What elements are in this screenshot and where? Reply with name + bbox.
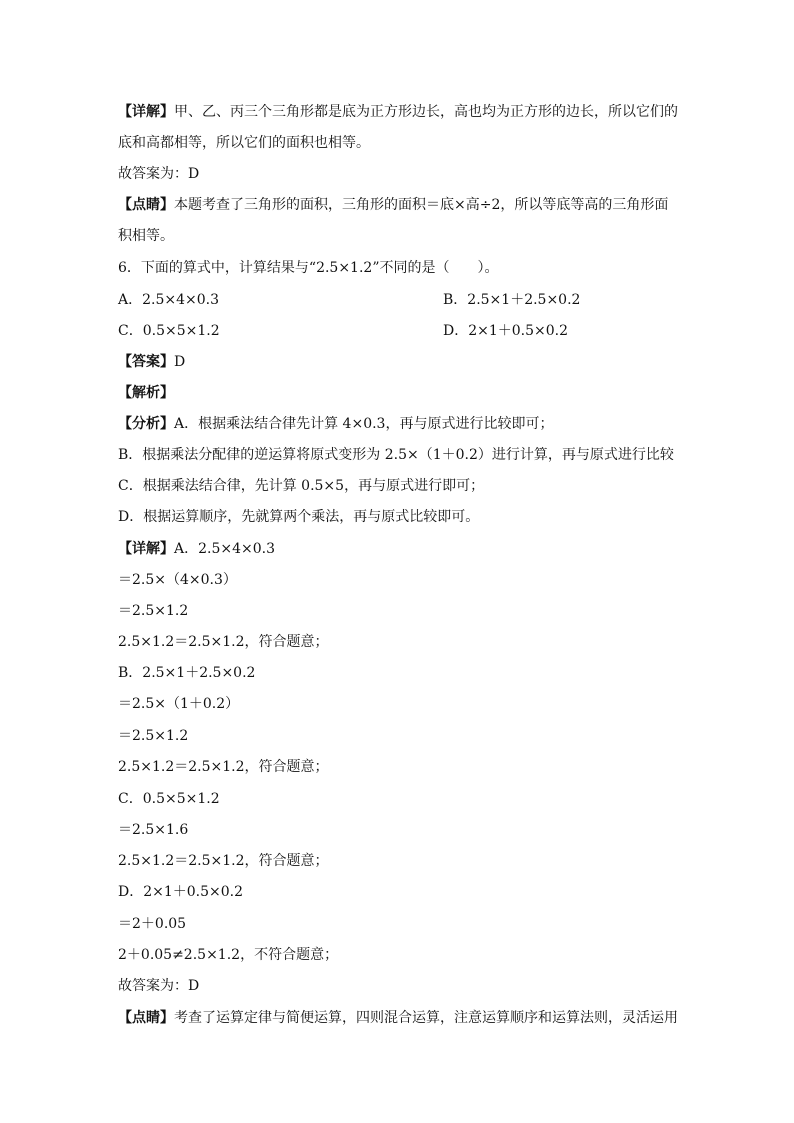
detail-line-6: ＝2.5×（1＋0.2） bbox=[118, 696, 240, 712]
option-c: C．0.5×5×1.2 bbox=[118, 323, 220, 339]
detail-line-4: 2.5×1.2＝2.5×1.2，符合题意； bbox=[118, 634, 329, 650]
answer-tag: 【答案】 bbox=[118, 354, 174, 370]
comment-paragraph-line-2: 积相等。 bbox=[118, 228, 174, 244]
analysis-line-2: B．根据乘法分配律的逆运算将原式变形为 2.5×（1＋0.2）进行计算，再与原式进行比较 bbox=[118, 447, 674, 463]
comment-text: 本题考查了三角形的面积，三角形的面积＝底×高÷2，所以等底等高的三角形面 bbox=[174, 197, 669, 213]
analysis-text: A．根据乘法结合律先计算 4×0.3，再与原式进行比较即可； bbox=[174, 416, 554, 432]
final-answer-line: 故答案为：D bbox=[118, 978, 200, 994]
analysis-line-1 bbox=[118, 414, 553, 434]
detail-line-2: ＝2.5×（4×0.3） bbox=[118, 572, 237, 588]
detail-line-9: C．0.5×5×1.2 bbox=[118, 791, 220, 807]
option-a: A．2.5×4×0.3 bbox=[118, 292, 220, 308]
detail-line-13: ＝2＋0.05 bbox=[118, 916, 187, 932]
detail-line-12: D．2×1＋0.5×0.2 bbox=[118, 884, 244, 900]
detail-paragraph-line-2: 底和高都相等，所以它们的面积也相等。 bbox=[118, 135, 370, 151]
comment-paragraph-line-1 bbox=[118, 195, 668, 215]
analysis-sub-tag: 【分析】 bbox=[118, 416, 174, 432]
option-b: B．2.5×1＋2.5×0.2 bbox=[443, 292, 581, 308]
detail-line-5: B．2.5×1＋2.5×0.2 bbox=[118, 665, 256, 681]
comment-tag: 【点睛】 bbox=[118, 197, 174, 213]
detail-line-1 bbox=[118, 539, 275, 559]
detail-text: 甲、乙、丙三个三角形都是底为正方形边长，高也均为正方形的边长，所以它们的 bbox=[174, 104, 678, 120]
option-d: D．2×1＋0.5×0.2 bbox=[443, 323, 569, 339]
detail-step: A．2.5×4×0.3 bbox=[174, 541, 276, 557]
question-stem: 6．下面的算式中，计算结果与“2.5×1.2”不同的是（ ）。 bbox=[118, 260, 499, 276]
final-comment-line bbox=[118, 1008, 678, 1028]
detail-line-10: ＝2.5×1.6 bbox=[118, 822, 189, 838]
final-comment-text: 考查了运算定律与简便运算，四则混合运算，注意运算顺序和运算法则，灵活运用 bbox=[174, 1010, 678, 1026]
detail-tag-2: 【详解】 bbox=[118, 541, 174, 557]
detail-tag: 【详解】 bbox=[118, 104, 174, 120]
detail-line-14: 2＋0.05≠2.5×1.2，不符合题意； bbox=[118, 947, 339, 963]
detail-line-3: ＝2.5×1.2 bbox=[118, 603, 189, 619]
detail-line-11: 2.5×1.2＝2.5×1.2，符合题意； bbox=[118, 853, 329, 869]
final-comment-tag: 【点睛】 bbox=[118, 1010, 174, 1026]
analysis-line-3: C．根据乘法结合律，先计算 0.5×5，再与原式进行即可； bbox=[118, 478, 485, 494]
detail-paragraph-line-1 bbox=[118, 102, 678, 122]
answer-row bbox=[118, 352, 185, 372]
analysis-line-4: D．根据运算顺序，先就算两个乘法，再与原式比较即可。 bbox=[118, 509, 480, 525]
answer-value: D bbox=[174, 354, 186, 370]
answer-line: 故答案为：D bbox=[118, 166, 200, 182]
detail-line-7: ＝2.5×1.2 bbox=[118, 728, 189, 744]
analysis-tag: 【解析】 bbox=[118, 385, 174, 401]
detail-line-8: 2.5×1.2＝2.5×1.2，符合题意； bbox=[118, 759, 329, 775]
